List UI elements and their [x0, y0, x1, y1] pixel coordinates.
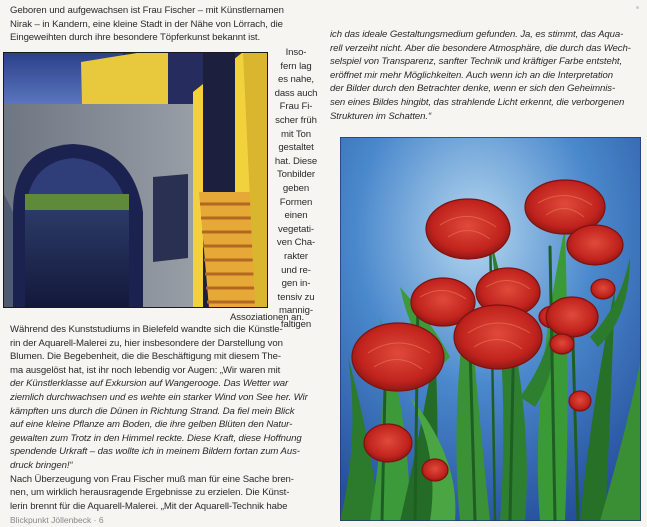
text-line: dass auch	[274, 87, 318, 99]
quote-line: Strukturen im Schatten.“	[330, 110, 432, 122]
quote-line: kämpften uns durch die Dünen in Richtung Strand. Da fiel mein Blick	[10, 405, 295, 417]
distant-hills	[25, 194, 129, 212]
text-line: rakter	[284, 250, 308, 262]
text-line: gen in-	[281, 278, 311, 290]
text-line: lerin brennt für die Aquarell-Malerei. „Mit der Aquarell-Technik habe	[10, 500, 288, 512]
text-line: faltigen	[280, 318, 312, 330]
text-line: Frau Fi-	[279, 101, 313, 113]
text-line: Inso-	[285, 47, 307, 58]
wrapped-text-column	[271, 46, 321, 331]
text-line: geben	[282, 182, 310, 194]
text-line: mit Ton	[280, 128, 312, 140]
text-line: scher früh	[275, 114, 317, 126]
intro-paragraph	[10, 4, 312, 45]
text-line: fern lag	[280, 60, 312, 72]
quote-line: ziemlich durchwachsen und es wehte ein starker Wind von See her. Wir	[10, 391, 308, 403]
text-line: Eingeweihten durch ihre besondere Töpferkunst bekannt ist.	[10, 32, 261, 44]
quote-line: druck bringen!“	[10, 459, 73, 471]
archway-painting	[3, 52, 268, 308]
quote-line: spendende Urkraft – das wollte ich in meinem Bildern fortan zum Aus-	[10, 446, 300, 458]
text-line: Nach Überzeugung von Frau Fischer muß man für eine Sache bren-	[10, 473, 294, 485]
text-line: hat. Diese	[274, 155, 318, 167]
staircase	[199, 192, 259, 308]
flower-painting	[340, 137, 641, 521]
quote-continuation	[330, 28, 635, 123]
text-line: ma ausgelöst hat, ist ihr noch lebendig vor Augen: „Wir waren mit	[10, 364, 281, 376]
quote-line: sen eines Bildes hingibt, das strahlende Licht erkennt, die verborgenen	[330, 96, 625, 108]
text-line: nen, um wirklich herausragende Ergebnisse zu erzielen. Die Künst-	[10, 487, 290, 499]
quote-line: selspiel von Transparenz, sanfter Technik und kräftiger Farbe entsteht,	[330, 56, 623, 68]
quote-line: auf eine kleine Pflanze am Boden, die ihre gelben Blüten den Natur-	[10, 419, 293, 431]
page-footer: Blickpunkt Jöllenbeck · 6	[10, 515, 104, 525]
text-line: einen	[284, 210, 308, 222]
quote-line: der Künstlerklasse auf Exkursion auf Wangerooge. Das Wetter war	[10, 378, 289, 390]
text-line: Während des Kunststudiums in Bielefeld wandte sich die Künstle-	[10, 324, 283, 335]
quote-line: gewalten zum Trotz in den Himmel reckte. Diese Kraft, diese Hoffnung	[10, 432, 302, 444]
carnation	[567, 225, 623, 265]
text-line: es nahe,	[277, 74, 314, 86]
text-line: Blumen. Die Begebenheit, die die Beschäftigung mit diesem The-	[10, 351, 281, 363]
text-line: Formen	[279, 196, 313, 208]
carnation	[364, 424, 412, 462]
carnation	[454, 305, 542, 369]
quote-line: ich das ideale Gestaltungsmedium gefunden. Ja, es stimmt, das Aqua-	[330, 29, 624, 40]
carnation	[422, 459, 448, 481]
page-corner-dot	[636, 6, 639, 9]
carnation	[591, 279, 615, 299]
quote-line: eröffnet mir mehr Möglichkeiten. Auch wenn ich an die Interpretation	[330, 69, 613, 81]
quote-line: der Bilder durch den Betrachter denke, wenn er sich den Geheimnis-	[330, 83, 616, 95]
quote-line: rell verzeiht nicht. Aber die besondere Atmosphäre, die durch das Wech-	[330, 42, 631, 54]
carnation	[550, 334, 574, 354]
main-paragraph	[10, 323, 315, 513]
text-line: und re-	[281, 264, 311, 276]
text-line: gestaltet	[278, 142, 314, 154]
carnation	[352, 323, 444, 391]
text-line: Tonbilder	[276, 169, 316, 181]
carnation	[546, 297, 598, 337]
dark-doorway	[153, 174, 188, 262]
text-line: rin der Aquarell-Malerei zu, hier insbesondere der Darstellung von	[10, 337, 283, 349]
text-line: Geboren und aufgewachsen ist Frau Fischer – mit Künstlernamen	[10, 5, 284, 16]
text-line: tensiv zu	[277, 291, 315, 303]
carnation	[569, 391, 591, 411]
carnation	[426, 199, 510, 259]
text-line: Assoziationen an.	[230, 312, 305, 323]
text-line: Nirak – in Kandern, eine kleine Stadt in der Nähe von Lörrach, die	[10, 18, 283, 30]
text-line: ven Cha-	[276, 237, 316, 249]
text-line: vegetati-	[278, 223, 314, 235]
text-line: mannig-	[279, 305, 313, 317]
